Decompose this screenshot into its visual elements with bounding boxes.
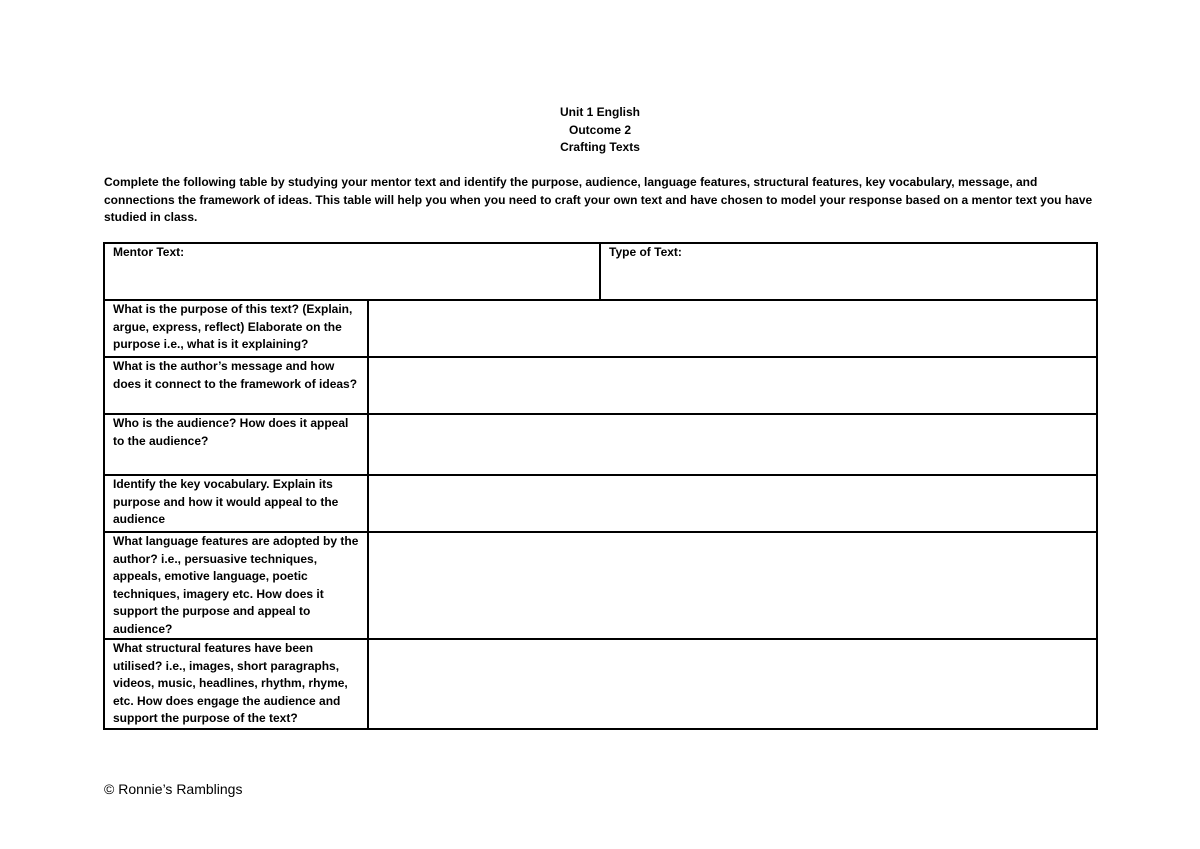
question-structural-features: What structural features have been utilised? i.e., images, short paragraphs, videos, music, headlines, rhythm, rhyme, etc. How does engage the audience and support the purpose of the text? xyxy=(104,639,368,729)
copyright-footer: © Ronnie’s Ramblings xyxy=(104,781,243,797)
title-topic: Crafting Texts xyxy=(560,140,640,154)
type-of-text-label: Type of Text: xyxy=(609,245,682,259)
title-unit: Unit 1 English xyxy=(559,105,640,119)
mentor-text-analysis-table xyxy=(103,242,1098,730)
table-row-purpose xyxy=(104,300,1097,357)
answer-structural-features[interactable] xyxy=(368,639,1097,729)
question-audience: Who is the audience? How does it appeal to the audience? xyxy=(104,414,368,475)
table-row-message xyxy=(104,357,1097,414)
document-title xyxy=(0,104,1200,157)
question-vocabulary: Identify the key vocabulary. Explain its purpose and how it would appeal to the audience xyxy=(104,475,368,532)
table-row-audience xyxy=(104,414,1097,475)
answer-audience[interactable] xyxy=(368,414,1097,475)
question-purpose: What is the purpose of this text? (Explain, argue, express, reflect) Elaborate on the purpose i.e., what is it explaining? xyxy=(104,300,368,357)
title-outcome: Outcome 2 xyxy=(568,122,631,137)
mentor-text-cell[interactable] xyxy=(104,243,600,300)
instructions-paragraph: Complete the following table by studying your mentor text and identify the purpose, audience, language features, structural features, key vocabulary, message, and connections the framework of ideas. This table will help you when you need to craft your own text and have chosen to model your response based on a mentor text you have studied in class. xyxy=(104,175,1093,224)
question-language-features: What language features are adopted by the author? i.e., persuasive techniques, appeals, emotive language, poetic techniques, imagery etc. How does it support the purpose and appeal to audience? xyxy=(104,532,368,639)
table-row-vocabulary xyxy=(104,475,1097,532)
question-message: What is the author’s message and how does it connect to the framework of ideas? xyxy=(104,357,368,414)
table-row-mentor-text xyxy=(104,243,1097,300)
answer-language-features[interactable] xyxy=(368,532,1097,639)
table-row-language-features xyxy=(104,532,1097,639)
answer-purpose[interactable] xyxy=(368,300,1097,357)
answer-vocabulary[interactable] xyxy=(368,475,1097,532)
answer-message[interactable] xyxy=(368,357,1097,414)
type-of-text-cell[interactable] xyxy=(600,243,1097,300)
mentor-text-label: Mentor Text: xyxy=(113,245,185,259)
table-row-structural-features xyxy=(104,639,1097,729)
